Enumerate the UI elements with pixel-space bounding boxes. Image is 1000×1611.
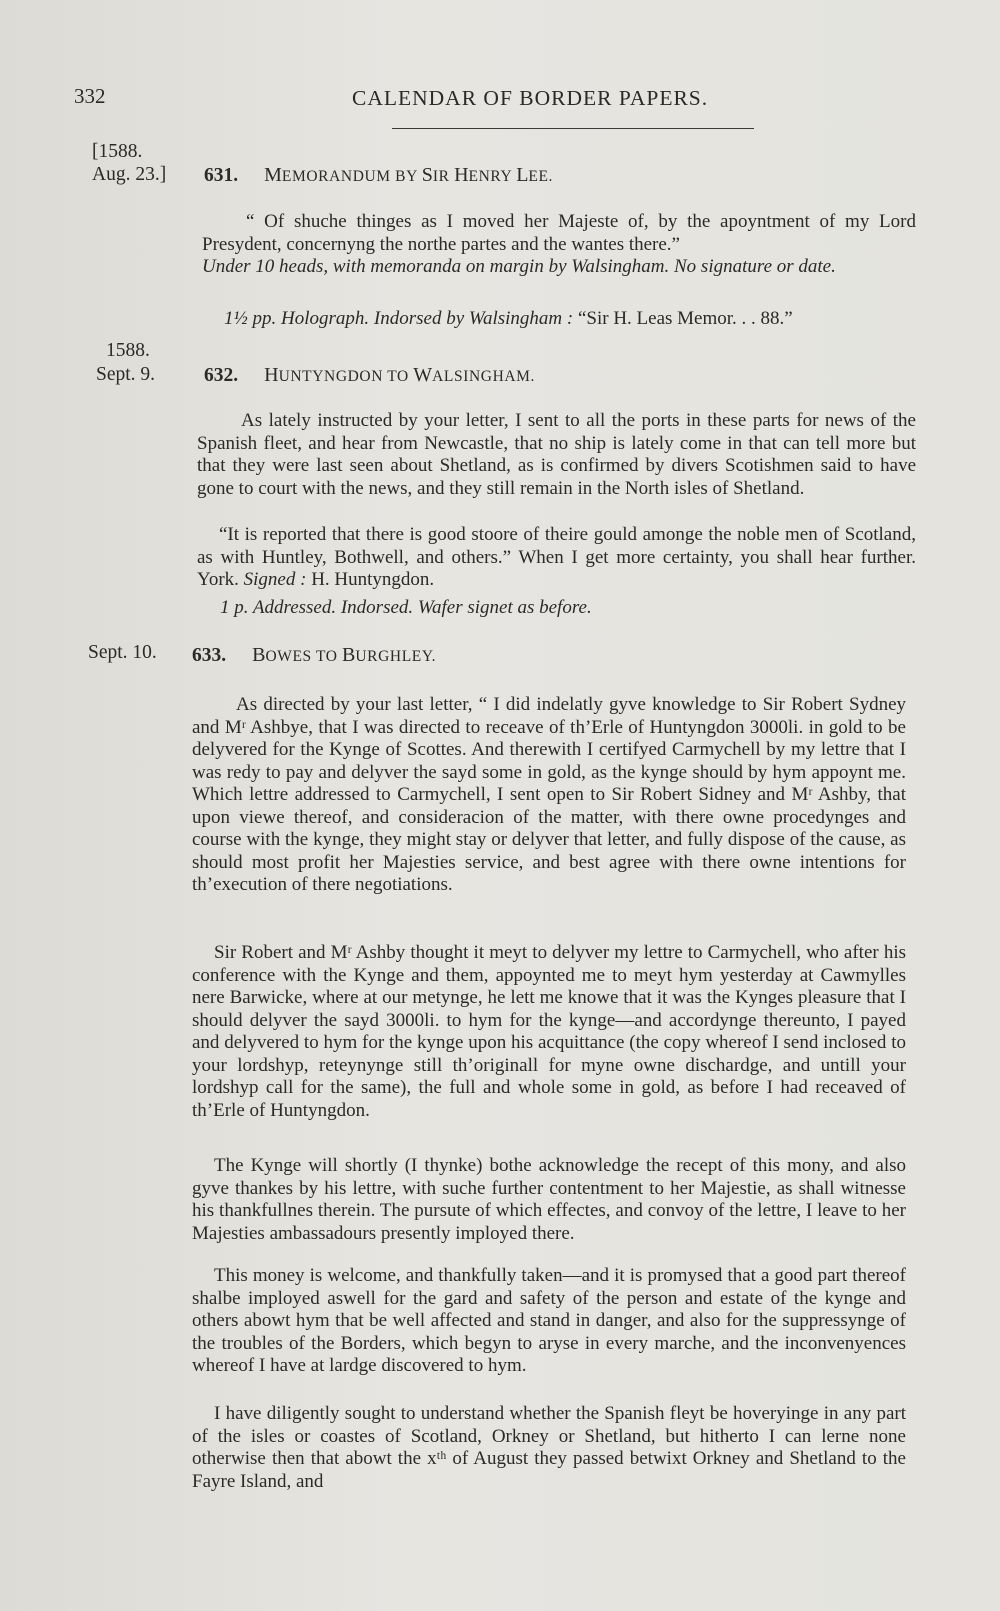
entry-632-heading: 632. HUNTYNGDON TO WALSINGHAM. [204,364,536,386]
entry-number: 631. [204,165,239,186]
entry-633-paragraph-2: Sir Robert and Mʳ Ashby thought it meyt to delyver my lettre to Carmychell, who after his conference with the Kynge and them, appoynted me to meyt hym yesterday at Cawmylles nere Barwicke, where at our metynge, he lett me knowe that it was the Kynges pleasure that I should delyver the sayd 3000li. to hym for the kynge—and accordynge thereunto, I payed and delyvered to hym for the kynge upon his acquittance (the copy whereof I send inclosed to your lordshyp, reteynynge still th’originall for myne owne dischardge, and untill your lordshyp call for the same), the full and whole some in gold, as before I had receaved of th’Erle of Huntyngdon. [192,942,906,1121]
entry-632-paragraph-1: As lately instructed by your letter, I sent to all the ports in these parts for news of the Spanish fleet, and hear from Newcastle, that no ship is lately come in that can tell more but that they were last seen about Shetland, as is confirmed by divers Scotishmen said to have gone to court with the news, and they still remain in the North isles of Shetland. [197,410,916,499]
entry-631-date-day: Aug. 23.] [92,164,167,185]
entry-633-paragraph-1: As directed by your last letter, “ I did indelatly gyve knowledge to Sir Robert Sydney and Mʳ Ashbye, that I was directed to receave of th’Erle of Huntyngdon 3000li. in gold to be delyvered for the Kynge of Scottes. And therewith I certifyed Carmychell by my lettre that I was redy to pay and delyver the sayd some in gold, as the kynge should by hym appoynt me. Which lettre addressed to Carmychell, I sent open to Sir Robert Sidney and Mʳ Ashby, that upon viewe thereof, and consideracion of the matter, with there owne procedynges and course with the kynge, they might stay or delyver that letter, and fully dispose of the cause, as should most profit her Majesties service, and best agree with there owne intentions for th’execution of there negotiations. [192,694,906,895]
entry-633-paragraph-4: This money is welcome, and thankfully taken—and it is promysed that a good part thereof shalbe imployed aswell for the gard and safety of the person and estate of the kynge and others abowt hym that be well affected and stand in danger, and also for the suppressynge of the troubles of the Borders, which begyn to aryse in every marche, and the inconvenyences whereof I have at lardge discovered to hym. [192,1265,906,1376]
entry-number: 633. [192,645,227,666]
entry-632-date-year: 1588. [106,340,150,361]
entry-633-heading: 633. BOWES TO BURGHLEY. [192,644,437,666]
entry-632-date-day: Sept. 9. [96,364,156,385]
entry-633-paragraph-3: The Kynge will shortly (I thynke) bothe acknowledge the recept of this mony, and also gyve thankes by his lettre, with suche further contentment to her Majestie, as shall witnesse his thankfullnes therein. The pursute of which effectes, and convoy of the lettre, I leave to her Majesties ambassadours presently imployed there. [192,1155,906,1244]
entry-633-date: Sept. 10. [88,642,157,663]
entry-631-quote: “ Of shuche thinges as I moved her Majeste of, by the apoyntment of my Lord Presydent, concernyng the northe partes and the wantes there.” [202,211,916,255]
entry-632-description: 1 p. Addressed. Indorsed. Wafer signet as before. [220,597,592,618]
header-rule [392,128,754,129]
entry-631-date-year: [1588. [92,141,143,162]
entry-number: 632. [204,365,239,386]
entry-633-paragraph-5: I have diligently sought to understand whether the Spanish fleyt be hoveryinge in any part of the isles or coastes of Scotland, Orkney or Shetland, but hitherto I can lerne none otherwise then that abowt the xᵗʰ of August they passed betwixt Orkney and Shetland to the Fayre Island, and [192,1403,906,1492]
entry-631-heading: 631. MEMORANDUM BY SIR HENRY LEE. [204,164,554,186]
entry-631-editorial-note: Under 10 heads, with memoranda on margin by Walsingham. No signature or date. [202,256,836,277]
entry-631-description: 1½ pp. Holograph. Indorsed by Walsingham : “Sir H. Leas Memor. . . 88.” [224,308,793,329]
page-number: 332 [74,84,106,108]
running-title: CALENDAR OF BORDER PAPERS. [352,86,709,110]
entry-632-paragraph-2: “It is reported that there is good stoore of theire gould amonge the noble men of Scotland, as with Huntley, Bothwell, and others.” When I get more certainty, you shall hear further. York. Signed : H. Huntyngdon. [197,524,916,590]
